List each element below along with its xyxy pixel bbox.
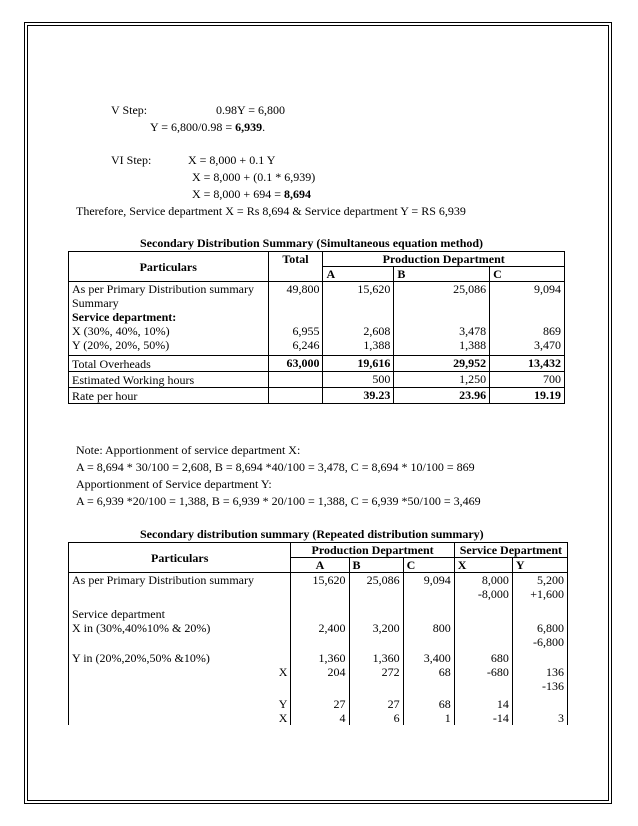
table-cell: 6,955 — [268, 324, 323, 338]
table-cell: 49,800 — [268, 282, 323, 325]
row-label: As per Primary Distribution summary — [69, 573, 291, 604]
table-cell: 63,000 — [268, 356, 323, 372]
t2-header-y: Y — [512, 558, 567, 573]
note-line-4: A = 6,939 *20/100 = 1,388, B = 6,939 * 20/100 = 1,388, C = 6,939 *50/100 = 3,469 — [76, 494, 481, 508]
table-cell: 272 — [381, 665, 400, 679]
table-cell: 25,086 — [394, 282, 490, 325]
table1-title: Secondary Distribution Summary (Simultaneous equation method) — [140, 236, 484, 250]
row-label: X in (30%,40%10% & 20%) — [72, 621, 211, 635]
table-cell: 204 — [327, 665, 346, 679]
t2-header-c: C — [403, 558, 454, 573]
note-line-2: A = 8,694 * 30/100 = 2,608, B = 8,694 *40/100 = 3,478, C = 8,694 * 10/100 = 869 — [76, 460, 475, 474]
table-row — [69, 324, 565, 338]
table-cell: 1,360 — [372, 651, 400, 665]
row-label: X (30%, 40%, 10%) — [69, 324, 269, 338]
table-cell: 500 — [323, 372, 394, 388]
table-cell: 15,620 — [323, 282, 394, 325]
table-row — [69, 573, 568, 604]
note-line-3: Apportionment of Service department Y: — [76, 477, 272, 491]
vi-step-eq1: X = 8,000 + 0.1 Y — [188, 153, 276, 167]
table-row — [69, 282, 565, 325]
t2-header-service: Service Department — [454, 543, 567, 558]
t1-header-production: Production Department — [323, 252, 565, 267]
table-cell: 4 — [339, 711, 346, 725]
row-label: As per Primary Distribution summary — [72, 282, 254, 296]
row-label: Estimated Working hours — [69, 372, 269, 388]
row-label: Y — [278, 697, 288, 711]
therefore-statement: Therefore, Service department X = Rs 8,694 & Service department Y = RS 6,939 — [76, 204, 466, 218]
table-cell: 6 — [393, 711, 400, 725]
table2-title: Secondary distribution summary (Repeated distribution summary) — [140, 527, 484, 541]
table-cell: 29,952 — [394, 356, 490, 372]
t1-header-b: B — [394, 267, 490, 282]
table-cell: 5,200 — [537, 573, 564, 587]
table-cell: 39.23 — [323, 388, 394, 404]
table-cell: 14 — [496, 697, 509, 711]
table1-simultaneous — [68, 251, 565, 404]
table-cell: 1,360 — [318, 651, 346, 665]
table-cell: 1,388 — [323, 338, 394, 356]
v-step-eq2: Y = 6,800/0.98 = 6,939. — [150, 120, 266, 134]
table-cell: 3,400 — [423, 651, 451, 665]
t2-header-x: X — [454, 558, 512, 573]
vi-step-label: VI Step: — [111, 153, 152, 167]
table-cell: 9,094 — [490, 282, 565, 325]
table-cell: 869 — [490, 324, 565, 338]
table-cell: 680 — [490, 651, 509, 665]
table-cell: 3,200 — [349, 603, 403, 649]
row-label: Y (20%, 20%, 50%) — [69, 338, 269, 356]
service-dept-label: Service department — [72, 607, 165, 621]
table-cell: 25,086 — [349, 573, 403, 604]
table-row — [69, 338, 565, 356]
table-cell: 800 — [403, 603, 454, 649]
note-line-1: Note: Apportionment of service department X: — [76, 443, 301, 457]
table-cell: 19,616 — [323, 356, 394, 372]
row-label: Rate per hour — [69, 388, 269, 404]
t2-header-particulars: Particulars — [69, 543, 291, 573]
row-label: X — [278, 665, 288, 679]
table-cell: 23.96 — [394, 388, 490, 404]
t2-header-production: Production Department — [291, 543, 454, 558]
table-cell: +1,600 — [530, 587, 564, 601]
table-row — [69, 649, 568, 693]
table-cell: 700 — [490, 372, 565, 388]
vi-step-eq2: X = 8,000 + (0.1 * 6,939) — [192, 170, 316, 184]
row-label: X — [278, 711, 288, 725]
table-row — [69, 693, 568, 725]
table-cell: 2,608 — [323, 324, 394, 338]
row-label-cont: Summary — [72, 296, 119, 310]
table-cell: 68 — [438, 697, 451, 711]
table-row — [69, 372, 565, 388]
table-cell: 13,432 — [490, 356, 565, 372]
table-cell: 19.19 — [490, 388, 565, 404]
t2-header-a: A — [291, 558, 349, 573]
table-cell: 27 — [333, 697, 346, 711]
table-cell: 2,400 — [291, 603, 349, 649]
table-row — [69, 603, 568, 649]
table-cell: 8,000 — [481, 573, 509, 587]
table-cell: -136 — [542, 679, 564, 693]
v-step-eq1: 0.98Y = 6,800 — [216, 103, 285, 117]
table-row — [69, 388, 565, 404]
table-cell: -14 — [492, 711, 509, 725]
t1-header-a: A — [323, 267, 394, 282]
t1-header-c: C — [490, 267, 565, 282]
table-cell: 68 — [438, 665, 451, 679]
table-cell: 3,478 — [394, 324, 490, 338]
table-cell: 6,246 — [268, 338, 323, 356]
table-cell: 15,620 — [291, 573, 349, 604]
table-cell: 1 — [444, 711, 451, 725]
service-dept-label: Service department: — [72, 310, 177, 324]
table-row — [69, 356, 565, 372]
t1-header-particulars: Particulars — [69, 252, 269, 282]
row-label: Y in (20%,20%,50% &10%) — [72, 651, 210, 665]
t1-header-total: Total — [268, 252, 323, 282]
table-cell: 3 — [512, 693, 567, 725]
row-label: Total Overheads — [69, 356, 269, 372]
vi-step-eq3: X = 8,000 + 694 = 8,694 — [192, 187, 311, 201]
table-cell: 9,094 — [403, 573, 454, 604]
table-cell: 1,388 — [394, 338, 490, 356]
table2-repeated — [68, 542, 568, 725]
table-cell: 27 — [387, 697, 400, 711]
table-cell: -6,800 — [533, 635, 564, 649]
table-cell: -8,000 — [477, 587, 509, 601]
table-cell: 136 — [546, 665, 564, 679]
t2-header-b: B — [349, 558, 403, 573]
v-step-label: V Step: — [111, 103, 148, 117]
table-cell: 6,800 — [537, 621, 564, 635]
table-cell: 3,470 — [490, 338, 565, 356]
table-cell: -680 — [486, 665, 509, 679]
table-cell: 1,250 — [394, 372, 490, 388]
